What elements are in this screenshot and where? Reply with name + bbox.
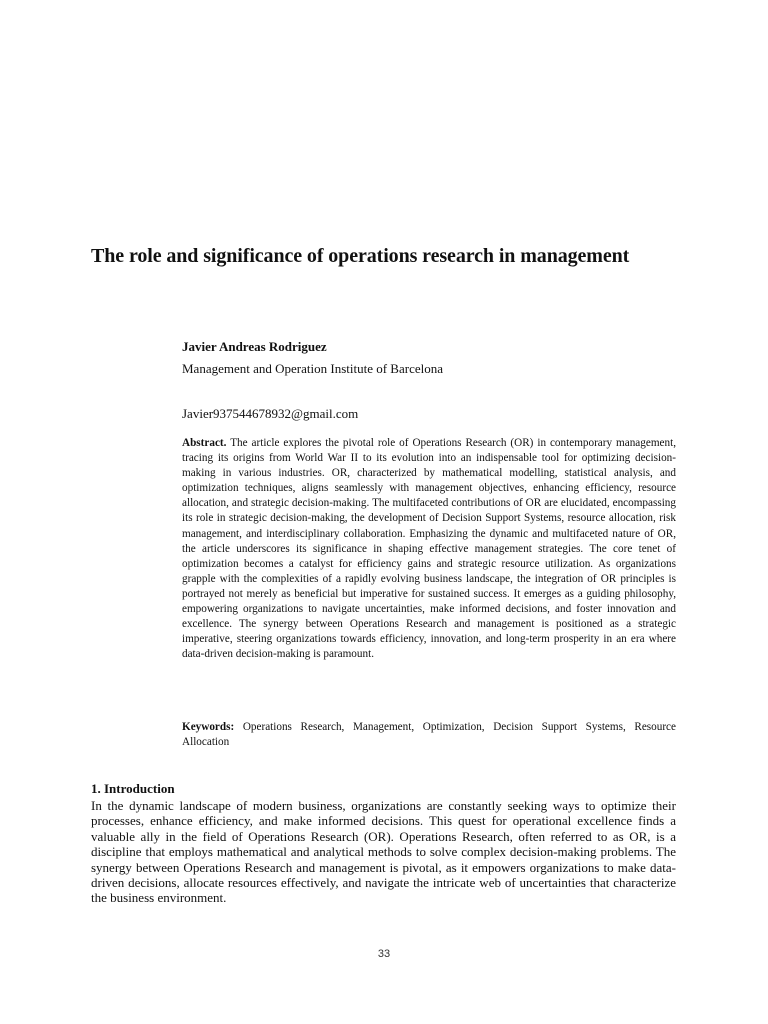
keywords <box>182 720 676 750</box>
keywords-text: Operations Research, Management, Optimization, Decision Support Systems, Resource Allocation <box>182 721 676 749</box>
paper-title: The role and significance of operations research in management <box>91 245 630 267</box>
author-email: Javier937544678932@gmail.com <box>182 406 359 421</box>
abstract <box>182 436 676 662</box>
page-number: 33 <box>377 948 391 960</box>
author-affiliation: Management and Operation Institute of Barcelona <box>182 361 443 376</box>
section-heading-introduction: 1. Introduction <box>91 781 175 796</box>
abstract-label: Abstract. <box>182 437 227 449</box>
abstract-text: The article explores the pivotal role of Operations Research (OR) in contemporary management, tracing its origins from World War II to its evolution into an indispensable tool for optimizing decision-making in various industries. OR, characterized by mathematical modelling, statistical analysis, and optimization techniques, aligns seamlessly with management objectives, enhancing efficiency, resource allocation, and strategic decision-making. The multifaceted contributions of OR are elucidated, encompassing its role in strategic decision-making, the development of Decision Support Systems, resource allocation, risk management, and interdisciplinary collaboration. Emphasizing the dynamic and multifaceted nature of OR, the article underscores its significance in shaping effective management strategies. The core tenet of optimization becomes a catalyst for efficiency gains and strategic resource utilization. As organizations grapple with the complexities of a rapidly evolving business landscape, the integration of OR principles is portrayed not merely as beneficial but imperative for sustained success. It emerges as a guiding philosophy, empowering organizations to navigate uncertainties, make informed decisions, and foster innovation and excellence. The synergy between Operations Research and management is positioned as a strategic imperative, steering organizations towards efficiency, innovation, and long-term prosperity in an era where data-driven decision-making is paramount. <box>182 437 676 661</box>
keywords-label: Keywords: <box>182 721 235 733</box>
introduction-paragraph: In the dynamic landscape of modern business, organizations are constantly seeking ways to optimize their processes, enhance efficiency, and make informed decisions. This quest for operational excellence finds a valuable ally in the field of Operations Research (OR). Operations Research, often referred to as OR, is a discipline that employs mathematical and analytical methods to solve complex decision-making problems. The synergy between Operations Research and management is pivotal, as it empowers organizations to make data-driven decisions, allocate resources effectively, and navigate the intricate web of uncertainties that characterize the business environment. <box>91 798 676 906</box>
author-name: Javier Andreas Rodriguez <box>182 339 327 354</box>
